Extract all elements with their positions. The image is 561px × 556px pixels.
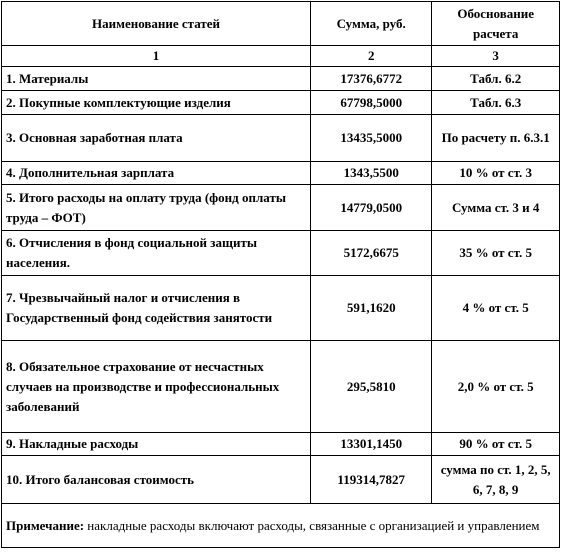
row-basis: 35 % от ст. 5 <box>432 231 560 276</box>
row-basis: 4 % от ст. 5 <box>432 276 560 341</box>
column-number-3: 3 <box>432 46 560 67</box>
row-name: 3. Основная заработная плата <box>2 115 311 162</box>
table-row <box>2 162 560 185</box>
table-row <box>2 456 560 504</box>
table-row <box>2 341 560 433</box>
row-name: 8. Обязательное страхование от несчастных случаев на производстве и профессиональных заболеваний <box>2 341 311 433</box>
row-name: 2. Покупные комплектующие изделия <box>2 91 311 115</box>
column-number-row <box>2 46 560 67</box>
row-basis: 2,0 % от ст. 5 <box>432 341 560 433</box>
header-col-name: Наименование статей <box>2 2 311 46</box>
row-name: 9. Накладные расходы <box>2 433 311 456</box>
row-basis: Сумма ст. 3 и 4 <box>432 185 560 231</box>
row-basis: Табл. 6.2 <box>432 67 560 91</box>
note-text: накладные расходы включают расходы, связанные с организацией и управлением <box>87 517 540 533</box>
row-sum: 13301,1450 <box>311 433 432 456</box>
row-sum: 1343,5500 <box>311 162 432 185</box>
note-cell <box>2 504 560 548</box>
column-number-2: 2 <box>311 46 432 67</box>
row-name: 4. Дополнительная зарплата <box>2 162 311 185</box>
row-basis: По расчету п. 6.3.1 <box>432 115 560 162</box>
row-name: 6. Отчисления в фонд социальной защиты населения. <box>2 231 311 276</box>
table-row <box>2 91 560 115</box>
header-col-sum: Сумма, руб. <box>311 2 432 46</box>
header-col-basis: Обоснование расчета <box>432 2 560 46</box>
row-sum: 119314,7827 <box>311 456 432 504</box>
row-sum: 67798,5000 <box>311 91 432 115</box>
table-row <box>2 67 560 91</box>
row-sum: 591,1620 <box>311 276 432 341</box>
row-basis: 90 % от ст. 5 <box>432 433 560 456</box>
note-row <box>2 504 560 548</box>
row-sum: 5172,6675 <box>311 231 432 276</box>
table-row <box>2 276 560 341</box>
row-basis: 10 % от ст. 3 <box>432 162 560 185</box>
row-basis: сумма по ст. 1, 2, 5, 6, 7, 8, 9 <box>432 456 560 504</box>
row-name: 7. Чрезвычайный налог и отчисления в Государственный фонд содействия занятости <box>2 276 311 341</box>
row-sum: 17376,6772 <box>311 67 432 91</box>
table-row <box>2 231 560 276</box>
row-sum: 13435,5000 <box>311 115 432 162</box>
row-name: 10. Итого балансовая стоимость <box>2 456 311 504</box>
row-name: 1. Материалы <box>2 67 311 91</box>
cost-table <box>1 1 560 548</box>
row-name: 5. Итого расходы на оплату труда (фонд оплаты труда – ФОТ) <box>2 185 311 231</box>
header-row <box>2 2 560 46</box>
note-label: Примечание: <box>6 517 85 533</box>
row-sum: 14779,0500 <box>311 185 432 231</box>
table-row <box>2 433 560 456</box>
table-row <box>2 115 560 162</box>
row-sum: 295,5810 <box>311 341 432 433</box>
row-basis: Табл. 6.3 <box>432 91 560 115</box>
column-number-1: 1 <box>2 46 311 67</box>
table-row <box>2 185 560 231</box>
